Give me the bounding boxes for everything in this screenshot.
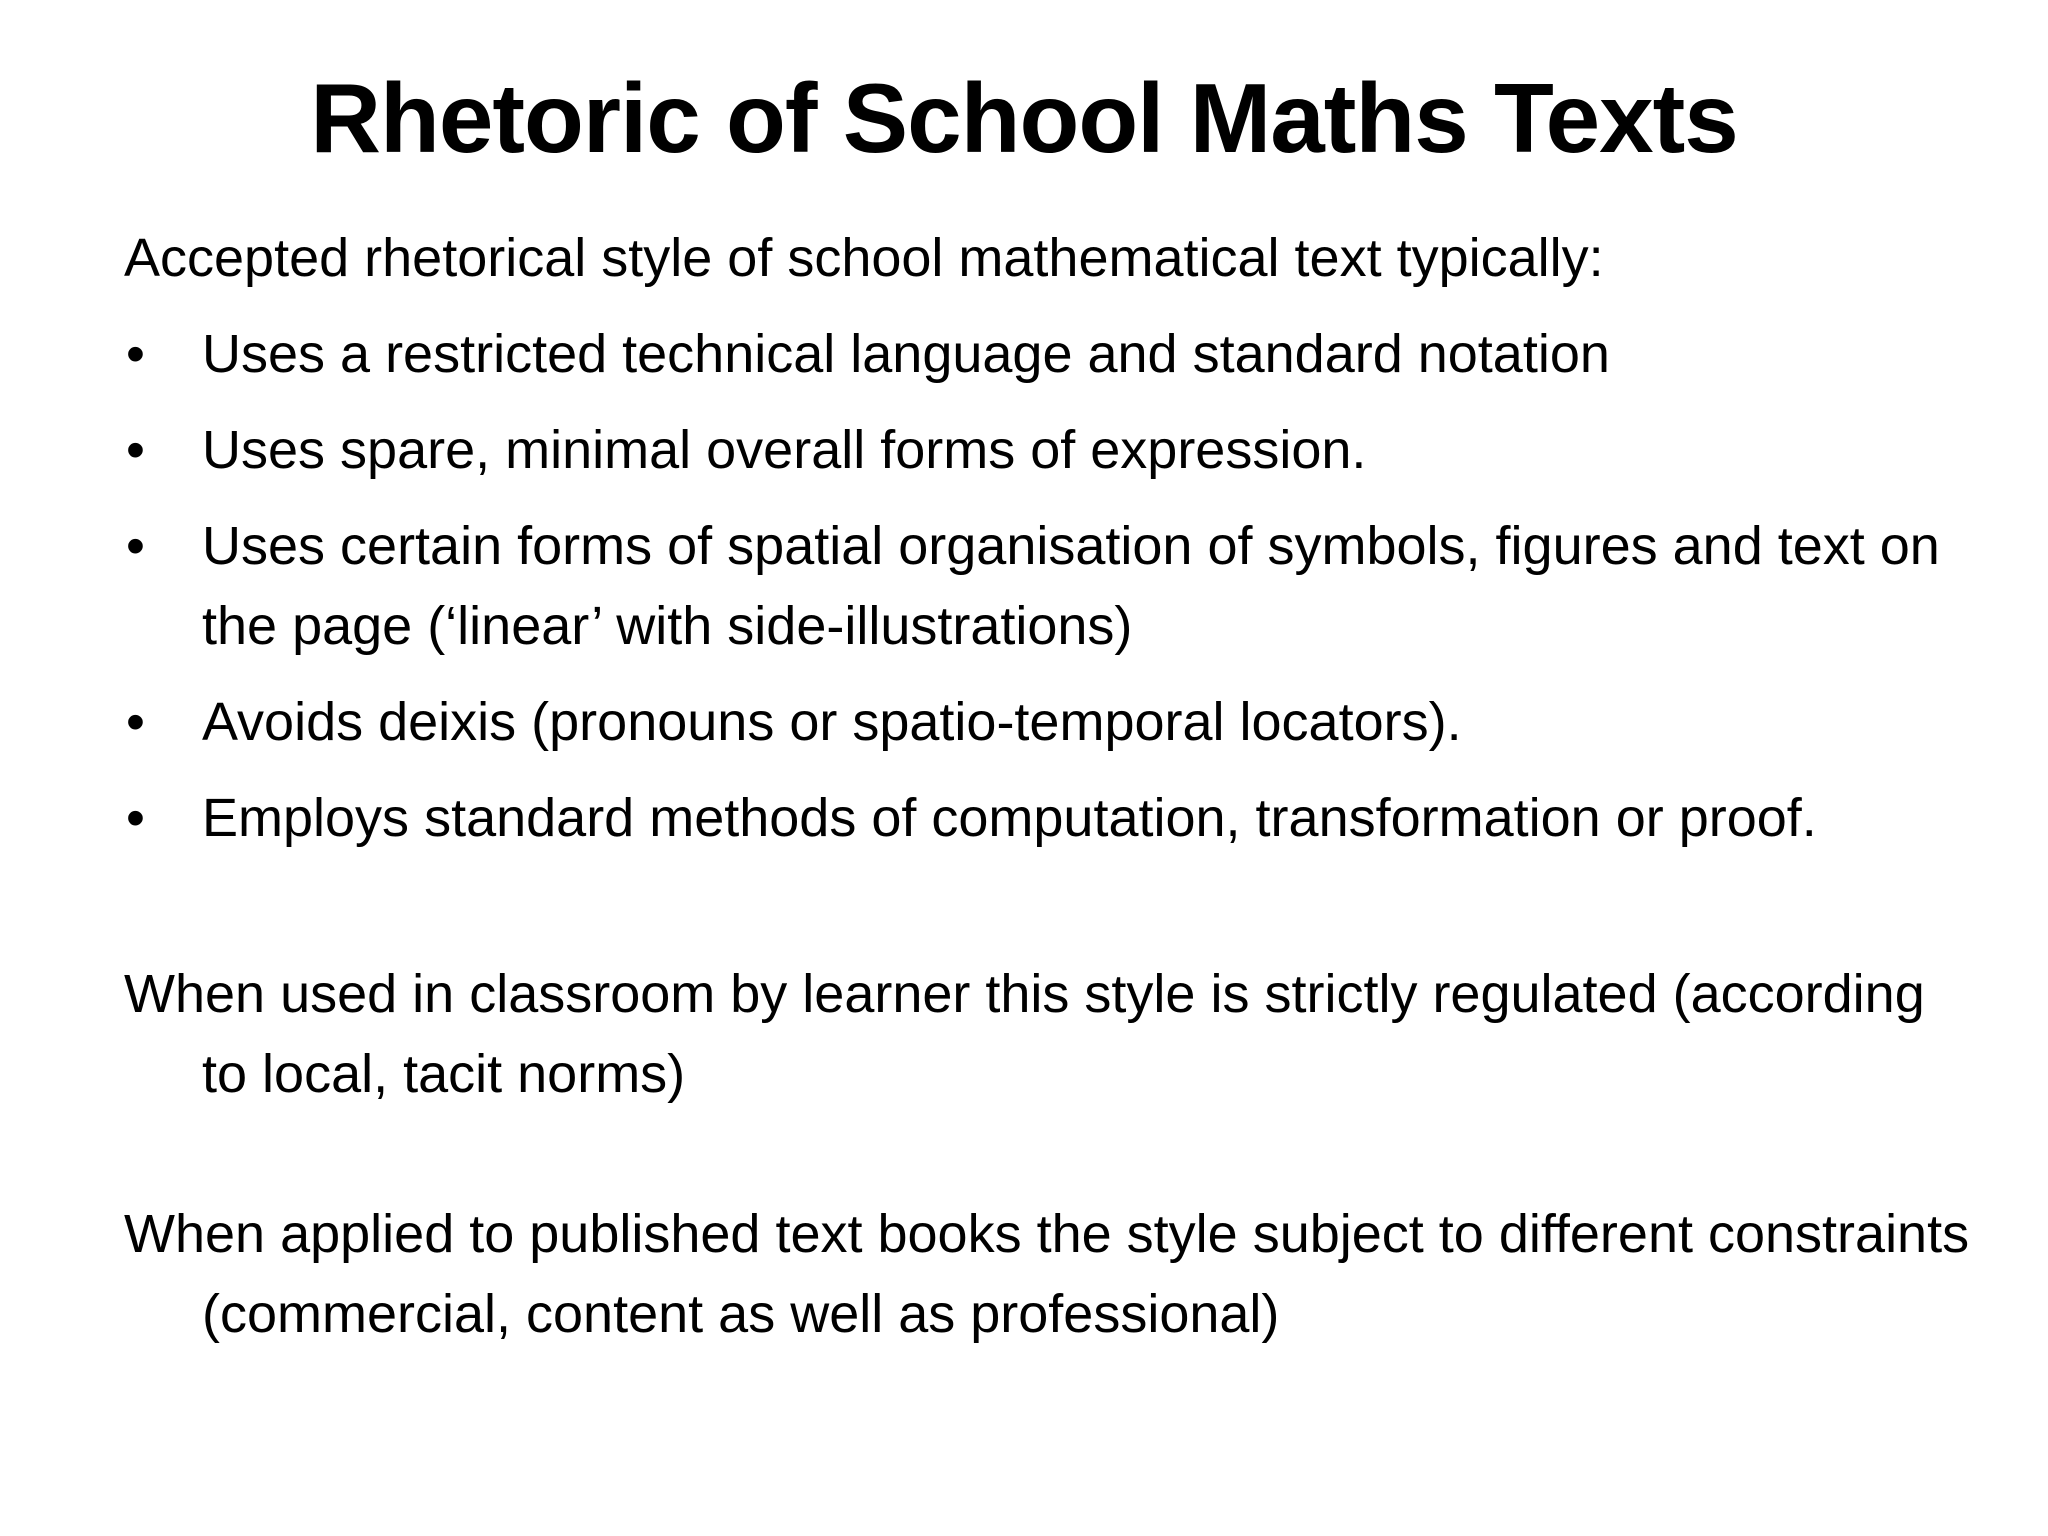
bullet-list	[124, 314, 1984, 858]
bullet-item	[124, 506, 1984, 666]
bullet-item	[124, 778, 1984, 858]
bullet-text: Employs standard methods of computation, transformation or proof.	[202, 788, 1817, 848]
bullet-text: Uses certain forms of spatial organisation of symbols, figures and text on the page (‘linear’ with side-illustrations)	[202, 516, 1940, 656]
classroom-paragraph: When used in classroom by learner this style is strictly regulated (according to local, tacit norms)	[124, 964, 1925, 1104]
textbook-paragraph: When applied to published text books the style subject to different constraints (commercial, content as well as professional)	[124, 1204, 1970, 1344]
slide-body	[124, 218, 1984, 1354]
bullet-text: Avoids deixis (pronouns or spatio-temporal locators).	[202, 692, 1462, 752]
bullet-icon: •	[126, 516, 145, 576]
bullet-icon: •	[126, 788, 145, 848]
intro-text: Accepted rhetorical style of school mathematical text typically:	[124, 228, 1604, 288]
bullet-icon: •	[126, 692, 145, 752]
bullet-icon: •	[126, 420, 145, 480]
bullet-text: Uses a restricted technical language and standard notation	[202, 324, 1610, 384]
bullet-item	[124, 314, 1984, 394]
bullet-text: Uses spare, minimal overall forms of expression.	[202, 420, 1367, 480]
bullet-item	[124, 682, 1984, 762]
bullet-item	[124, 410, 1984, 490]
slide-title: Rhetoric of School Maths Texts	[310, 63, 1738, 173]
bullet-icon: •	[126, 324, 145, 384]
